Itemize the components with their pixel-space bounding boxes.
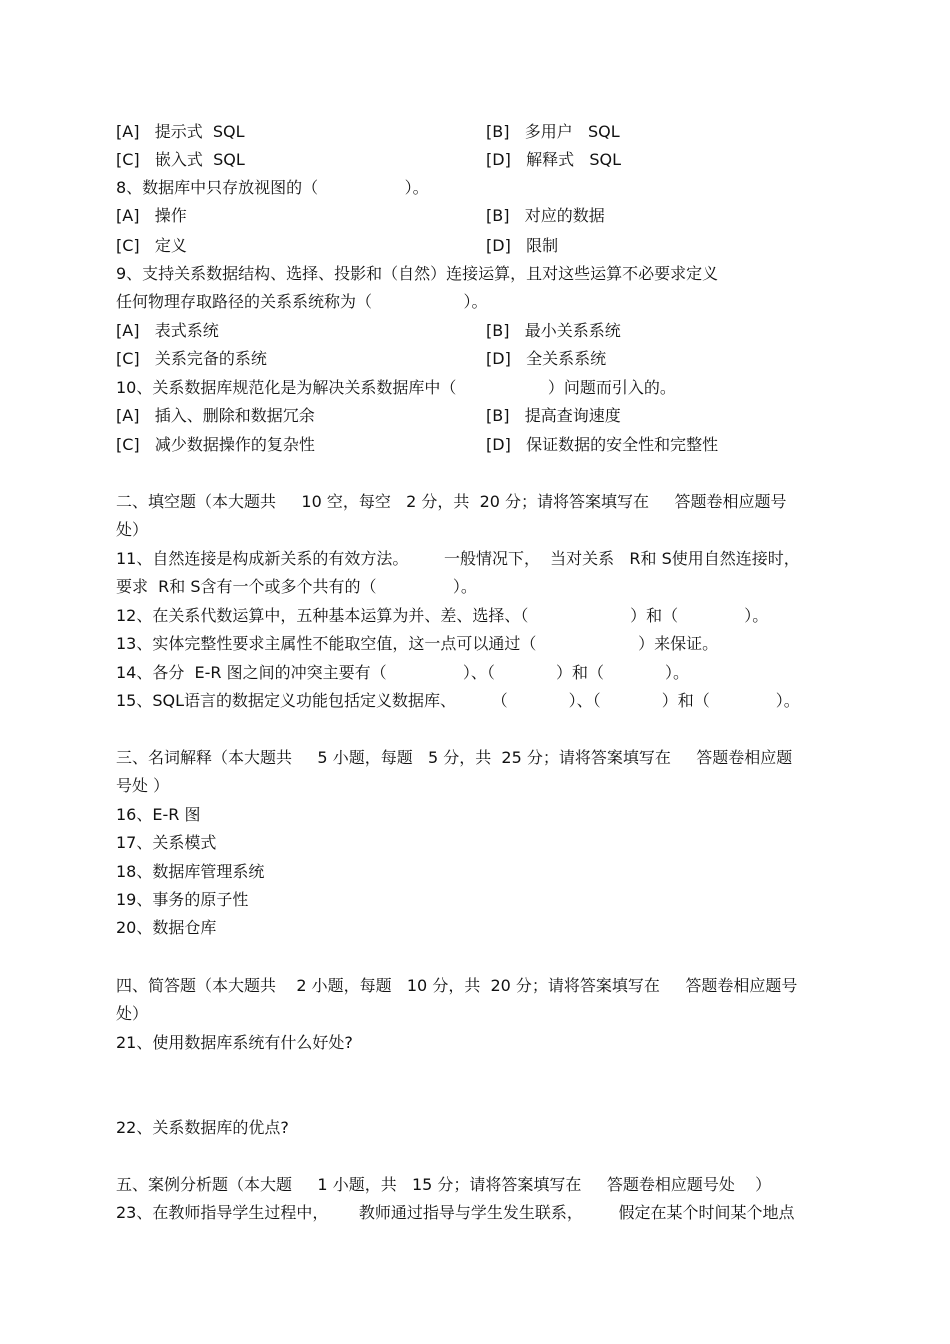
q7-option-a: [A] 提示式 SQL <box>116 122 245 141</box>
q9-stem-line1: 9、支持关系数据结构、选择、投影和（自然）连接运算，且对这些运算不必要求定义 <box>116 264 719 283</box>
q10-option-d: [D] 保证数据的安全性和完整性 <box>486 435 719 454</box>
q7-option-b: [B] 多用户 SQL <box>486 122 620 141</box>
q10-option-b: [B] 提高查询速度 <box>486 406 621 425</box>
section4-title-line1: 四、简答题（本大题共 2 小题，每题 10 分，共 20 分；请将答案填写在 答题卷相应题号 <box>116 976 798 995</box>
section4-title-line2: 处） <box>116 1004 149 1023</box>
q16: 16、E-R 图 <box>116 805 201 824</box>
q20: 20、数据仓库 <box>116 918 217 937</box>
q9-option-b: [B] 最小关系系统 <box>486 321 621 340</box>
q8-option-a: [A] 操作 <box>116 206 187 225</box>
q8-option-c: [C] 定义 <box>116 236 187 255</box>
q19: 19、事务的原子性 <box>116 890 249 909</box>
q18: 18、数据库管理系统 <box>116 862 265 881</box>
q11-line1: 11、自然连接是构成新关系的有效方法。 一般情况下， 当对关系 R和 S使用自然连接时， <box>116 549 800 568</box>
q7-option-d: [D] 解释式 SQL <box>486 150 621 169</box>
q10-option-c: [C] 减少数据操作的复杂性 <box>116 435 315 454</box>
q9-option-d: [D] 全关系系统 <box>486 349 607 368</box>
q12: 12、在关系代数运算中，五种基本运算为并、差、选择、（ ）和（ ）。 <box>116 606 769 625</box>
q9-option-a: [A] 表式系统 <box>116 321 219 340</box>
q17: 17、关系模式 <box>116 833 217 852</box>
q23: 23、在教师指导学生过程中， 教师通过指导与学生发生联系， 假定在某个时间某个地点 <box>116 1203 795 1222</box>
q10-stem: 10、关系数据库规范化是为解决关系数据库中（ ）问题而引入的。 <box>116 378 676 397</box>
q7-option-c: [C] 嵌入式 SQL <box>116 150 245 169</box>
q9-option-c: [C] 关系完备的系统 <box>116 349 267 368</box>
section5-title: 五、案例分析题（本大题 1 小题，共 15 分；请将答案填写在 答题卷相应题号处 ） <box>116 1175 772 1194</box>
section3-title-line1: 三、名词解释（本大题共 5 小题，每题 5 分，共 25 分；请将答案填写在 答题卷相应题 <box>116 748 793 767</box>
section2-title-line1: 二、填空题（本大题共 10 空，每空 2 分，共 20 分；请将答案填写在 答题卷相应题号 <box>116 492 787 511</box>
q10-option-a: [A] 插入、删除和数据冗余 <box>116 406 315 425</box>
q9-stem-line2: 任何物理存取路径的关系系统称为（ ）。 <box>116 292 488 311</box>
q15: 15、SQL语言的数据定义功能包括定义数据库、 （ ）、（ ）和（ ）。 <box>116 691 800 710</box>
q22: 22、关系数据库的优点? <box>116 1118 289 1137</box>
q13: 13、实体完整性要求主属性不能取空值，这一点可以通过（ ）来保证。 <box>116 634 719 653</box>
section3-title-line2: 号处 ） <box>116 776 170 795</box>
q8-option-d: [D] 限制 <box>486 236 559 255</box>
q21: 21、使用数据库系统有什么好处? <box>116 1033 353 1052</box>
q8-option-b: [B] 对应的数据 <box>486 206 605 225</box>
q8-stem: 8、数据库中只存放视图的（ ）。 <box>116 178 429 197</box>
q11-line2: 要求 R和 S含有一个或多个共有的（ ）。 <box>116 577 477 596</box>
q14: 14、各分 E-R 图之间的冲突主要有（ ）、（ ）和（ ）。 <box>116 663 689 682</box>
section2-title-line2: 处） <box>116 520 149 539</box>
